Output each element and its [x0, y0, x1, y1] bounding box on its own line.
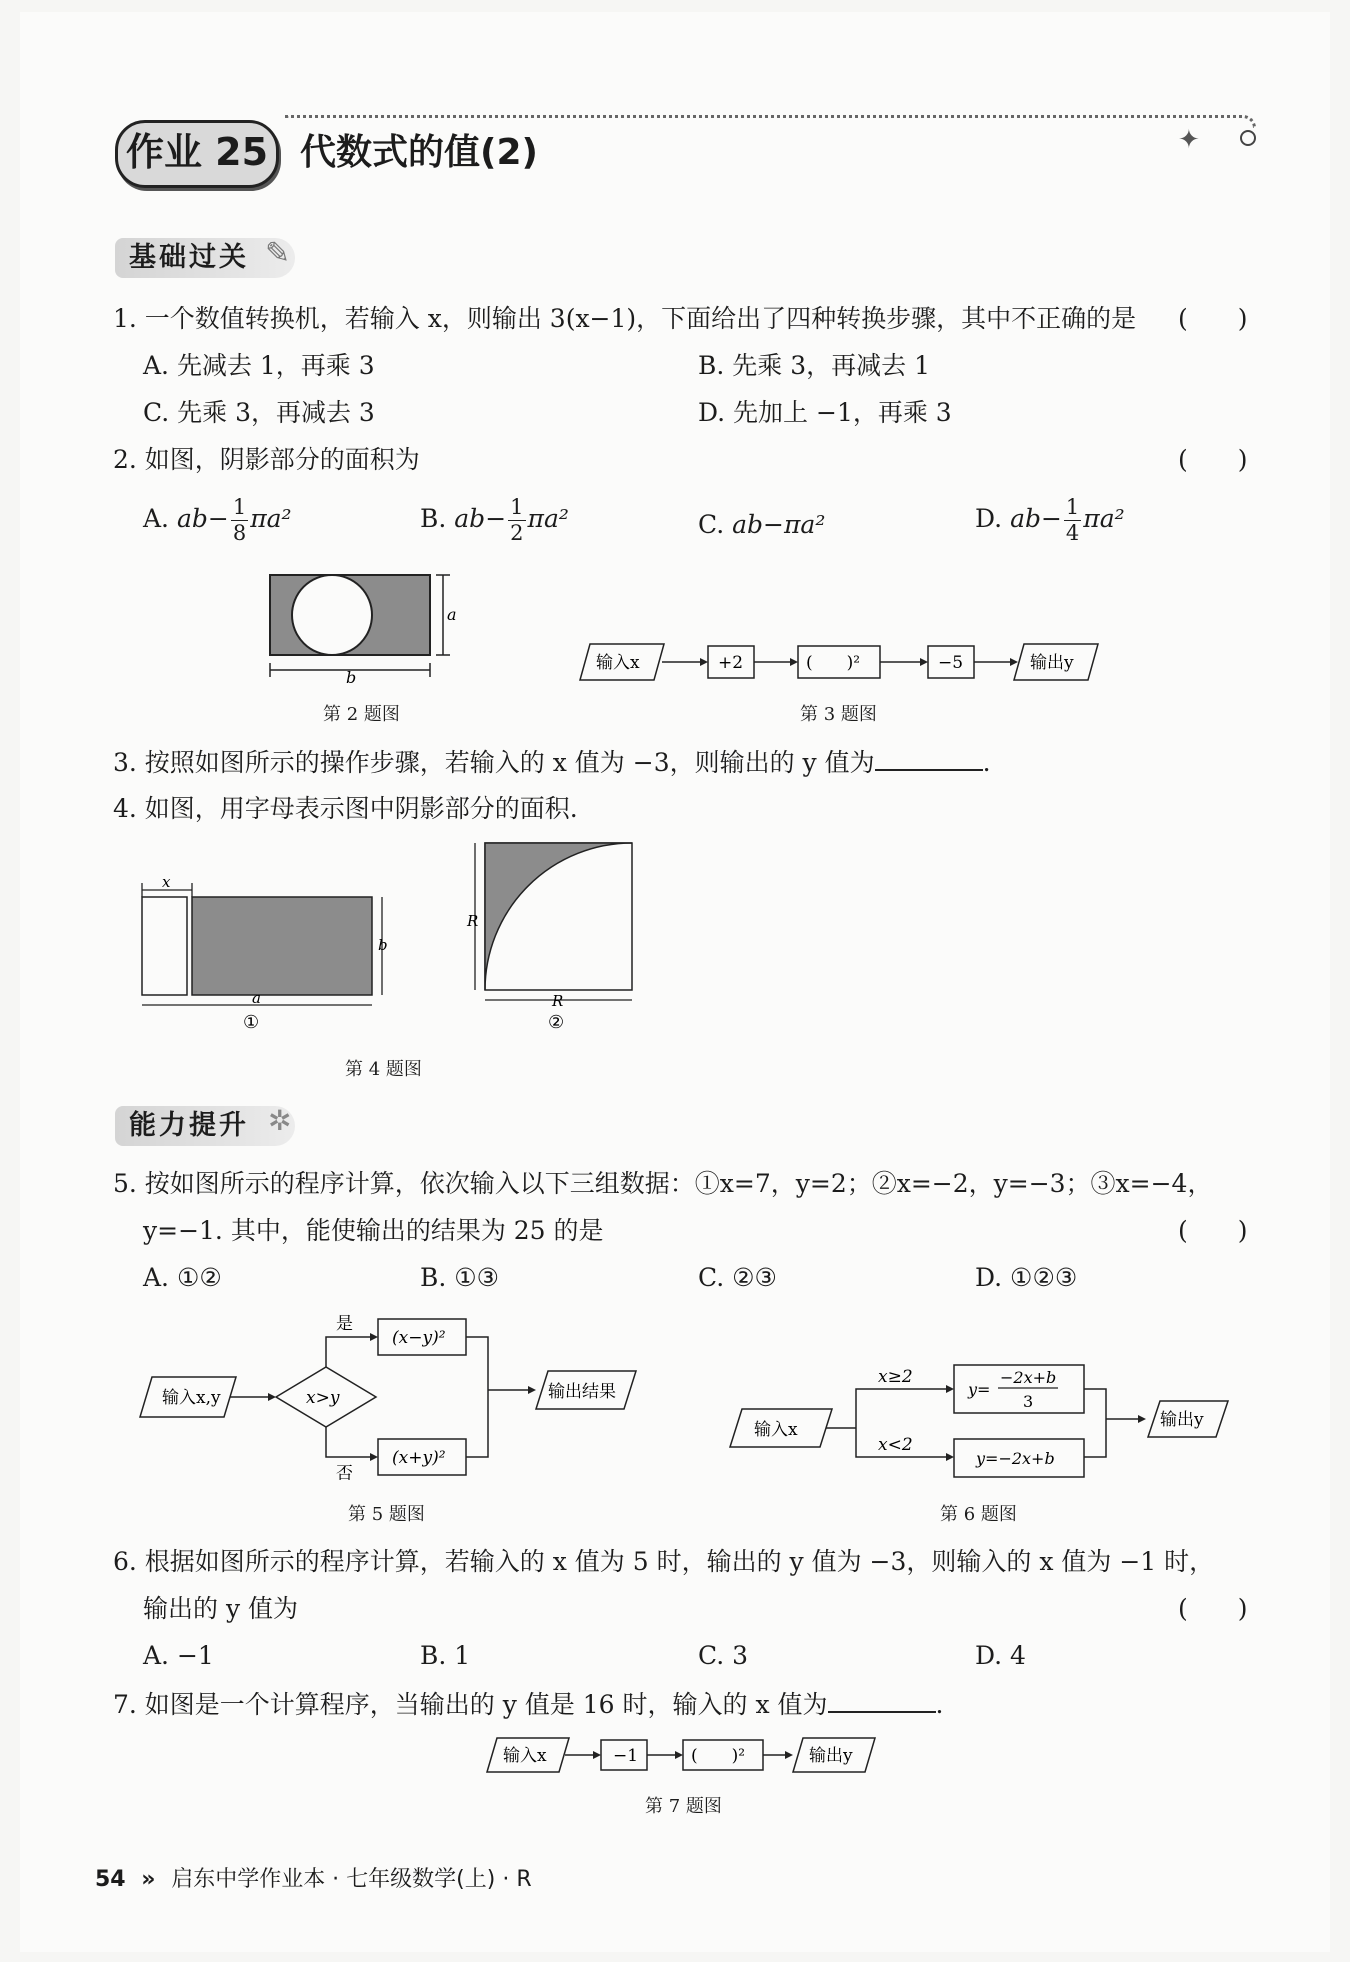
q6-option-d: D. 4 [975, 1641, 1026, 1670]
fig2-label-a: a [447, 605, 457, 624]
fig2-circle [292, 575, 372, 655]
fig5-top: (x−y)² [392, 1328, 446, 1348]
q5-option-a: A. ①② [143, 1263, 222, 1292]
fig7-caption: 第 7 题图 [645, 1796, 722, 1817]
q1-option-b: B. 先乘 3，再减去 1 [698, 351, 930, 380]
fig3-caption: 第 3 题图 [800, 704, 877, 725]
fig7-step2: ( )² [691, 1746, 746, 1766]
q2-option-c: C. ab−πa² [698, 510, 826, 539]
q5-option-b: B. ①③ [420, 1263, 500, 1292]
page-title: 代数式的值(2) [300, 132, 538, 173]
fig2-diagram [260, 565, 470, 685]
section-advanced-heading: 能力提升 [115, 1106, 295, 1146]
fig6-cond1: x≥2 [878, 1367, 913, 1387]
q7-answer-blank [828, 1687, 936, 1713]
q1-stem: 1. 一个数值转换机，若输入 x，则输出 3(x−1)，下面给出了四种转换步骤，其中不正确的是 [113, 304, 1137, 333]
fig4-label-b: b [378, 936, 388, 954]
fig6-f1-num: −2x+b [1000, 1368, 1057, 1387]
fig6-output: 输出y [1160, 1410, 1204, 1430]
q1-option-c: C. 先乘 3，再减去 3 [143, 398, 375, 427]
q3-answer-blank [875, 745, 983, 771]
fig2-label-b: b [346, 668, 357, 685]
q6-line1: 6. 根据如图所示的程序计算，若输入的 x 值为 5 时，输出的 y 值为 −3，则输入的 x 值为 −1 时， [113, 1547, 1215, 1576]
double-chevron-icon: » [141, 1867, 156, 1892]
fig5-caption: 第 5 题图 [348, 1504, 425, 1525]
fig4-caption: 第 4 题图 [345, 1059, 422, 1080]
q2-option-a: A. ab− $\frac{1}{8}$ πa² [143, 495, 292, 545]
fig4-shaded-region [485, 843, 632, 990]
fig6-input: 输入x [754, 1420, 798, 1440]
fig6-f1-den: 3 [1023, 1392, 1034, 1411]
fig4-diagram-2 [455, 838, 645, 1038]
fig4-sub-1: ① [243, 1012, 260, 1033]
fraction: $\frac{1}{8}$ [232, 495, 247, 545]
fig5-input: 输入x,y [162, 1388, 221, 1408]
fig3-output: 输出y [1030, 653, 1074, 673]
fig6-f1-lhs: y= [968, 1380, 991, 1399]
fig4-label-R2: R [552, 992, 564, 1010]
fig3-input: 输入x [596, 653, 640, 673]
fig6-f2: y=−2x+b [976, 1449, 1055, 1468]
circle-icon [1240, 130, 1256, 146]
fig4-sub-2: ② [548, 1012, 565, 1033]
q2-answer-paren: ( ) [1178, 445, 1248, 474]
fig4-label-a: a [252, 989, 261, 1007]
sparkle-decoration-icon: ✲ [268, 1104, 292, 1137]
q5-answer-paren: ( ) [1178, 1216, 1248, 1245]
fig4-label-x: x [162, 875, 171, 891]
fig7-flowchart [485, 1734, 885, 1778]
fig3-flowchart [578, 640, 1108, 686]
fig6-caption: 第 6 题图 [940, 1504, 1017, 1525]
book-title: 启东中学作业本 · 七年级数学(上) · R [171, 1867, 532, 1892]
fig7-step1: −1 [613, 1746, 639, 1766]
q5-option-d: D. ①②③ [975, 1263, 1078, 1292]
fig3-step2: ( )² [806, 653, 861, 673]
fraction: $\frac{1}{4}$ [1065, 495, 1080, 545]
fig6-flowchart [728, 1355, 1238, 1490]
q5-line2: y=−1. 其中，能使输出的结果为 25 的是 [143, 1216, 604, 1245]
fig7-input: 输入x [503, 1746, 547, 1766]
fig5-output: 输出结果 [548, 1382, 616, 1402]
q6-answer-paren: ( ) [1178, 1594, 1248, 1623]
q6-option-b: B. 1 [420, 1641, 471, 1670]
q5-option-c: C. ②③ [698, 1263, 777, 1292]
q1-option-a: A. 先减去 1，再乘 3 [143, 351, 375, 380]
fig2-caption: 第 2 题图 [323, 704, 400, 725]
fig4-diagram-1 [130, 875, 400, 1035]
fig5-bottom: (x+y)² [392, 1448, 446, 1468]
fig5-cond: x>y [306, 1388, 340, 1408]
fig5-no: 否 [336, 1464, 353, 1480]
section-basic-heading: 基础过关 [115, 238, 295, 278]
fig5-flowchart [138, 1305, 648, 1480]
fraction: $\frac{1}{2}$ [510, 495, 524, 545]
q7-stem: 7. 如图是一个计算程序，当输出的 y 值是 16 时，输入的 x 值为 . [113, 1687, 943, 1722]
q2-option-b: B. ab− $\frac{1}{2}$ πa² [420, 495, 569, 545]
footer [95, 1862, 532, 1893]
q6-option-a: A. −1 [143, 1641, 214, 1670]
fig7-output: 输出y [809, 1746, 853, 1766]
fig3-step1: +2 [718, 653, 744, 673]
q5-line1: 5. 按如图所示的程序计算，依次输入以下三组数据：①x=7，y=2；②x=−2，y=−3；③x=−4， [113, 1169, 1213, 1198]
fig3-step3: −5 [938, 653, 964, 673]
fig4-shaded-rect [192, 897, 372, 995]
q1-answer-paren: ( ) [1178, 304, 1248, 333]
fig4-label-R1: R [467, 912, 479, 930]
fig5-yes: 是 [336, 1314, 353, 1334]
q2-stem: 2. 如图，阴影部分的面积为 [113, 445, 420, 474]
q1-option-d: D. 先加上 −1，再乘 3 [698, 398, 952, 427]
q2-option-d: D. ab− $\frac{1}{4}$ πa² [975, 495, 1125, 545]
fig6-cond2: x<2 [878, 1435, 913, 1455]
assignment-badge: 作业 25 [115, 120, 279, 188]
q4-stem: 4. 如图，用字母表示图中阴影部分的面积. [113, 794, 578, 823]
page-number: 54 [95, 1867, 126, 1892]
q6-line2: 输出的 y 值为 [143, 1594, 299, 1623]
sparkle-icon: ✦ [1178, 125, 1200, 155]
q6-option-c: C. 3 [698, 1641, 749, 1670]
q3-stem: 3. 按照如图所示的操作步骤，若输入的 x 值为 −3，则输出的 y 值为 . [113, 745, 991, 780]
pencil-icon: ✎ [265, 236, 291, 271]
